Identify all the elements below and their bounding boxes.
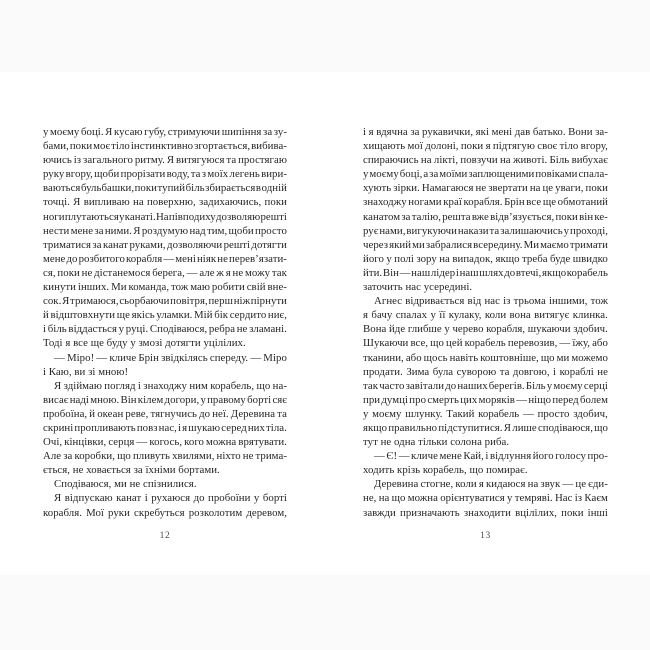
text-line: тут не одна тільки солона риба. [363, 436, 510, 449]
text-line: ється, не ховається за їхніми бортами. [43, 464, 220, 477]
text-line: Деревина стогне, коли я кидаюся на звук — це єди- [374, 478, 608, 491]
text-line: Агнес відривається від нас із трьома іншими, тож [374, 295, 608, 308]
text-line: корабля. Мої руки скребуться розколотим деревом, [43, 506, 287, 519]
text-line: Вона йде глибше у черево корабля, шукаючи здобич. [363, 323, 608, 336]
text-line: ваються бульбашки, поки тупий біль збирається в одній [43, 182, 287, 195]
text-line: точці. Я випливаю на поверхню, задихаючись, поки [43, 196, 287, 209]
text-line: Шукаючи все, що цей корабель перевозив, — їжу, або [363, 337, 608, 350]
text-line: висає наді мною. Він кілем догори, у правому борті сяє [43, 393, 287, 406]
text-line: ючись із загального ритму. Я витягуюся та простягаю [43, 154, 287, 167]
adjacent-spread-edge-bottom [0, 575, 650, 650]
left-page [43, 72, 287, 575]
text-line: так часто завітали до наших берегів. Біль у моєму серці [363, 379, 608, 392]
text-line: пробоїна, й океан реве, тягнучись до неї. Деревина та [43, 407, 287, 420]
text-line: й відштовхнути ще якісь уламки. Мій бік сердито ниє, [43, 309, 287, 322]
page-number: 12 [159, 531, 171, 541]
text-line: руку вгору, щоби прорізати воду, та з моїх легень вири- [43, 168, 287, 181]
text-line: йти. Він — наш лідер і наш шлях до втечі, якщо корабель [363, 266, 608, 279]
text-line: рує нами, вигукуючи накази та залишаючись у проході, [363, 224, 608, 237]
text-line: — Міро! — кличе Брін звідкілясь спереду. — Міро [54, 351, 287, 364]
text-line: нести мене за ними. Я роздумую над тим, щоби просто [43, 224, 287, 237]
text-line: при думці про смерть цих моряків — ніщо перед болем [363, 393, 608, 406]
text-line: Я здіймаю погляд і знаходжу ним корабель, що на- [54, 379, 287, 392]
text-line: скрині пропливають повз нас, і я шукаю серед них тіла. [43, 421, 287, 434]
left-page-text [43, 125, 287, 520]
text-line: ходить крізь корабель, що помирає. [363, 464, 528, 477]
text-line: Сподіваюся, ми не спізнилися. [54, 478, 197, 491]
text-line: кинути інших. Ми команда, тож маю робити свій вне- [43, 281, 287, 294]
text-line: у моєму боці. Я кусаю губу, стримуючи шипіння за зу- [43, 126, 287, 138]
text-line: ноги плутаються у канаті. На півподиху дозволяю решті [43, 210, 287, 223]
text-line: ся, поки не дістанемося берега, — але ж я не можу так [43, 266, 287, 279]
text-line: і я вдячна за рукавички, які мені дав батько. Вони за- [363, 126, 608, 138]
text-line: хують зірки. Намагаюся не звертати на це уваги, поки [363, 182, 608, 195]
text-line: у моєму боці, а за моїми заплющеними повіками спала- [363, 168, 608, 181]
text-line: Тоді я все ще буду у змозі дотягти уцілілих. [43, 337, 246, 350]
text-line: — Є! — кличе мене Кай, і відлуння його голосу про- [374, 450, 608, 463]
text-line: я бачу спалах у її кулаку, коли вона витягує клинка. [363, 309, 608, 322]
text-line: бами, поки моє тіло інстинктивно згортається, вибива- [43, 140, 287, 153]
right-page [363, 72, 608, 575]
text-line: у моєму шлунку. Такий корабель — просто здобич, [363, 407, 608, 420]
text-line: і Каю, ви зі мною! [43, 365, 129, 378]
text-line: знаходжу ногами краї корабля. Брін все ще обмотаний [363, 196, 608, 209]
text-line: мене до розбитого корабля — мені ніяк не перев’язати- [43, 252, 287, 265]
text-line: і біль віддасться у руці. Сподіваюся, ребра не зламані. [43, 323, 287, 336]
text-line: Очі, кінцівки, серця — когось, кого можна врятувати. [43, 436, 287, 449]
text-line: продати. Зима була суворою та довгою, і кораблі не [363, 365, 608, 378]
text-line: спираючись на лікті, повзучи на животі. Біль вибухає [363, 154, 608, 167]
text-line: через який ми забралися всередину. Ми маємо тримати [363, 238, 608, 251]
text-line: триматися за канат руками, дозволяючи решті дотягти [43, 238, 287, 251]
page-number: 13 [480, 531, 491, 541]
text-line: Але за коробки, що пливуть хвилями, ніхто не трима- [43, 450, 287, 463]
text-line: канатом за талію, решта вже відв’язується, поки він ке- [363, 210, 608, 223]
text-line: його у полі зору на випадок, якщо треба буде швидко [363, 252, 608, 265]
text-line: хищають мої долоні, поки я підтягую своє тіло вгору, [363, 140, 608, 153]
text-line: завжди призначають знаходити вцілілих, поки інші [363, 506, 608, 519]
text-line: якщо правильно підступитися. Я лише сподіваюся, що [363, 421, 608, 434]
text-line: заточить нас усередині. [363, 281, 473, 294]
text-line: не, на що можна орієнтуватися у темряві. Нас із Каєм [363, 492, 608, 505]
adjacent-spread-edge-top [0, 0, 650, 72]
text-line: сок. Я тримаюся, сьорбаючи повітря, перш ніж пірнути [43, 295, 287, 308]
text-line: тканини, або щось навіть коштовніше, що ми можемо [363, 351, 608, 364]
right-page-text [363, 125, 608, 520]
page-spread [0, 72, 650, 575]
text-line: Я відпускаю канат і рухаюся до пробоїни у борті [54, 492, 287, 505]
